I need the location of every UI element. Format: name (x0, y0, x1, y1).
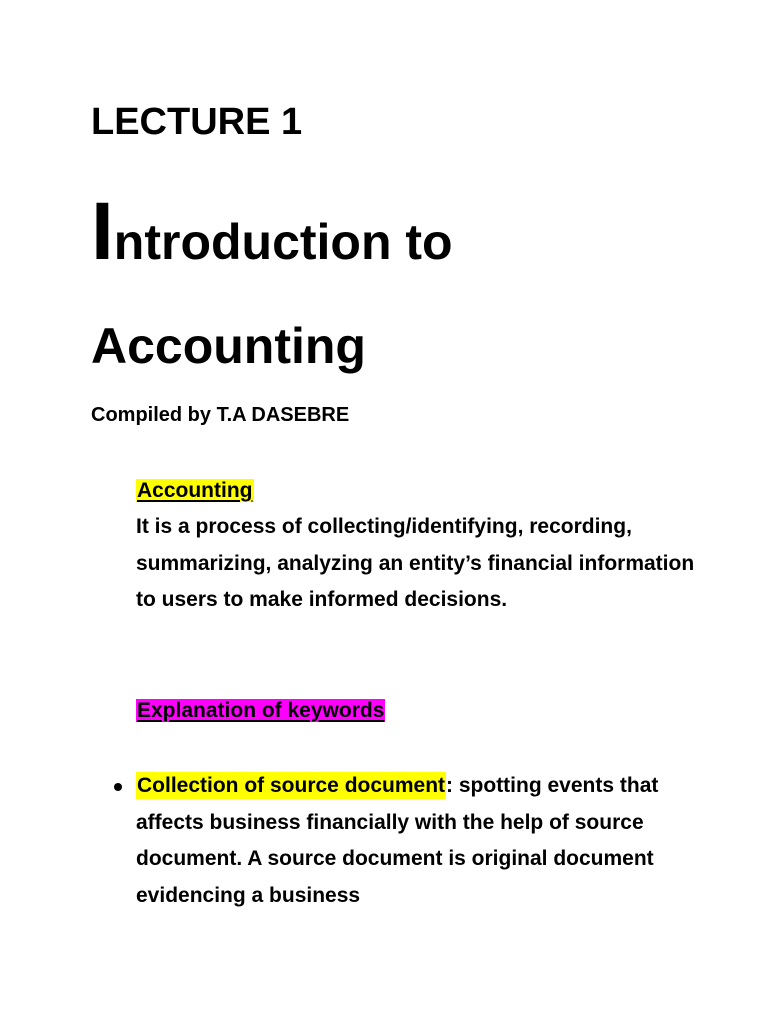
list-item (136, 768, 696, 914)
author-line: Compiled by T.A DASEBRE (91, 404, 350, 426)
keyword-term: Collection of source document (137, 774, 446, 797)
accounting-definition: It is a process of collecting/identifying, recording, summarizing, analyzing an entity’s financial information to users to make informed decisions. (136, 515, 695, 612)
title-dropcap: I (91, 186, 114, 277)
section-heading-keywords (136, 694, 385, 728)
lecture-number: LECTURE 1 (91, 101, 303, 143)
bullet-icon (114, 783, 122, 791)
title-text: ntroduction to Accounting (91, 214, 453, 374)
keywords-heading-highlight: Explanation of keywords (137, 699, 385, 722)
keyword-list (136, 768, 696, 914)
keyword-description: : spotting events that affects business financially with the help of source document. A source document is original document evidencing a business (136, 774, 659, 907)
accounting-heading-highlight: Accounting (137, 479, 253, 502)
page-title (91, 180, 711, 398)
section-heading-accounting (136, 474, 254, 508)
